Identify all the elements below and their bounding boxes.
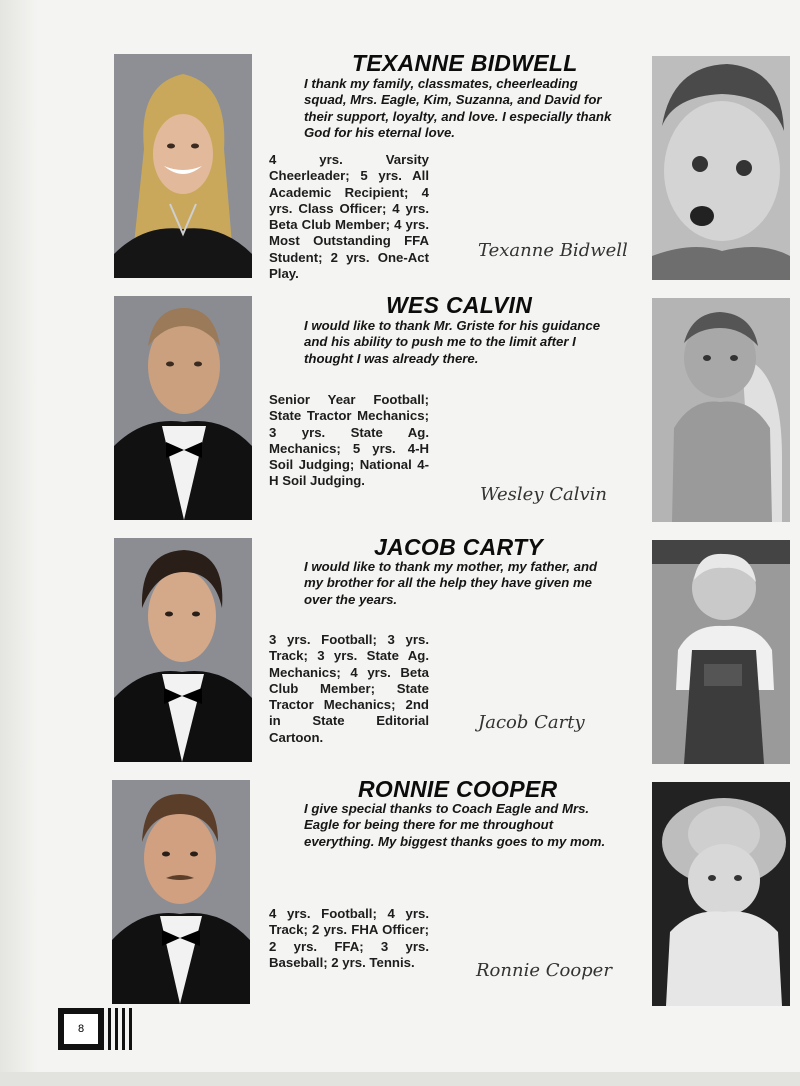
senior-name: RONNIE COOPER (358, 776, 558, 802)
decor-stripe (115, 1008, 118, 1050)
senior-portrait-photo (114, 538, 252, 762)
baby-photo (652, 56, 790, 280)
page-binding-edge (0, 0, 38, 1086)
baby-photo (652, 782, 790, 1006)
page-bottom-edge (0, 1072, 800, 1086)
senior-quote: I would like to thank my mother, my father, and my brother for all the help they have given me over the years. (304, 559, 598, 607)
senior-signature: Texanne Bidwell (478, 240, 628, 261)
decor-stripe (108, 1008, 111, 1050)
senior-portrait-photo (112, 780, 250, 1004)
portrait-boy-image (114, 296, 252, 520)
baby-overalls-image (652, 540, 790, 764)
decor-stripe (122, 1008, 125, 1050)
baby-straw-hat-image (652, 782, 790, 1006)
senior-activities: 4 yrs. Football; 4 yrs. Track; 2 yrs. FHA Officer; 2 yrs. FFA; 3 yrs. Baseball; 2 yrs. Tennis. (269, 906, 429, 970)
senior-activities: 4 yrs. Varsity Cheerleader; 5 yrs. All Academic Recipient; 4 yrs. Class Officer; 4 yrs. Beta Club Member; 4 yrs. Most Outstanding FFA Student; 2 yrs. One-Act Play. (269, 152, 429, 282)
senior-portrait-photo (114, 296, 252, 520)
baby-sitting-image (652, 298, 790, 522)
senior-activities: Senior Year Football; State Tractor Mechanics; 3 yrs. State Ag. Mechanics; 5 yrs. 4-H Soil Judging; National 4-H Soil Judging. (269, 392, 429, 489)
portrait-girl-image (114, 54, 252, 278)
senior-signature: Wesley Calvin (480, 484, 608, 505)
page-number-box (58, 1008, 104, 1050)
senior-activities: 3 yrs. Football; 3 yrs. Track; 3 yrs. State Ag. Mechanics; 4 yrs. Beta Club Member; State Tractor Mechanics; 2nd in State Editorial Cartoon. (269, 632, 429, 745)
senior-signature: Jacob Carty (478, 712, 585, 733)
baby-face-image (652, 56, 790, 280)
senior-name: WES CALVIN (386, 292, 533, 318)
senior-portrait-photo (114, 54, 252, 278)
portrait-boy-image (112, 780, 250, 1004)
page-number-badge (58, 1008, 136, 1052)
baby-photo (652, 540, 790, 764)
senior-quote: I would like to thank Mr. Griste for his guidance and his ability to push me to the limit after I thought I was already there. (304, 318, 601, 366)
portrait-boy-image (114, 538, 252, 762)
senior-signature: Ronnie Cooper (476, 960, 612, 981)
senior-quote: I give special thanks to Coach Eagle and Mrs. Eagle for being there for me throughout everything. My biggest thanks goes to my mom. (304, 801, 606, 849)
senior-name: TEXANNE BIDWELL (352, 50, 578, 76)
senior-quote: I thank my family, classmates, cheerleading squad, Mrs. Eagle, Kim, Suzanna, and David for their support, loyalty, and love. I especially thank God for his eternal love. (304, 76, 612, 141)
senior-name: JACOB CARTY (374, 534, 544, 560)
page-number: 8 (64, 1014, 98, 1044)
decor-stripe (129, 1008, 132, 1050)
baby-photo (652, 298, 790, 522)
